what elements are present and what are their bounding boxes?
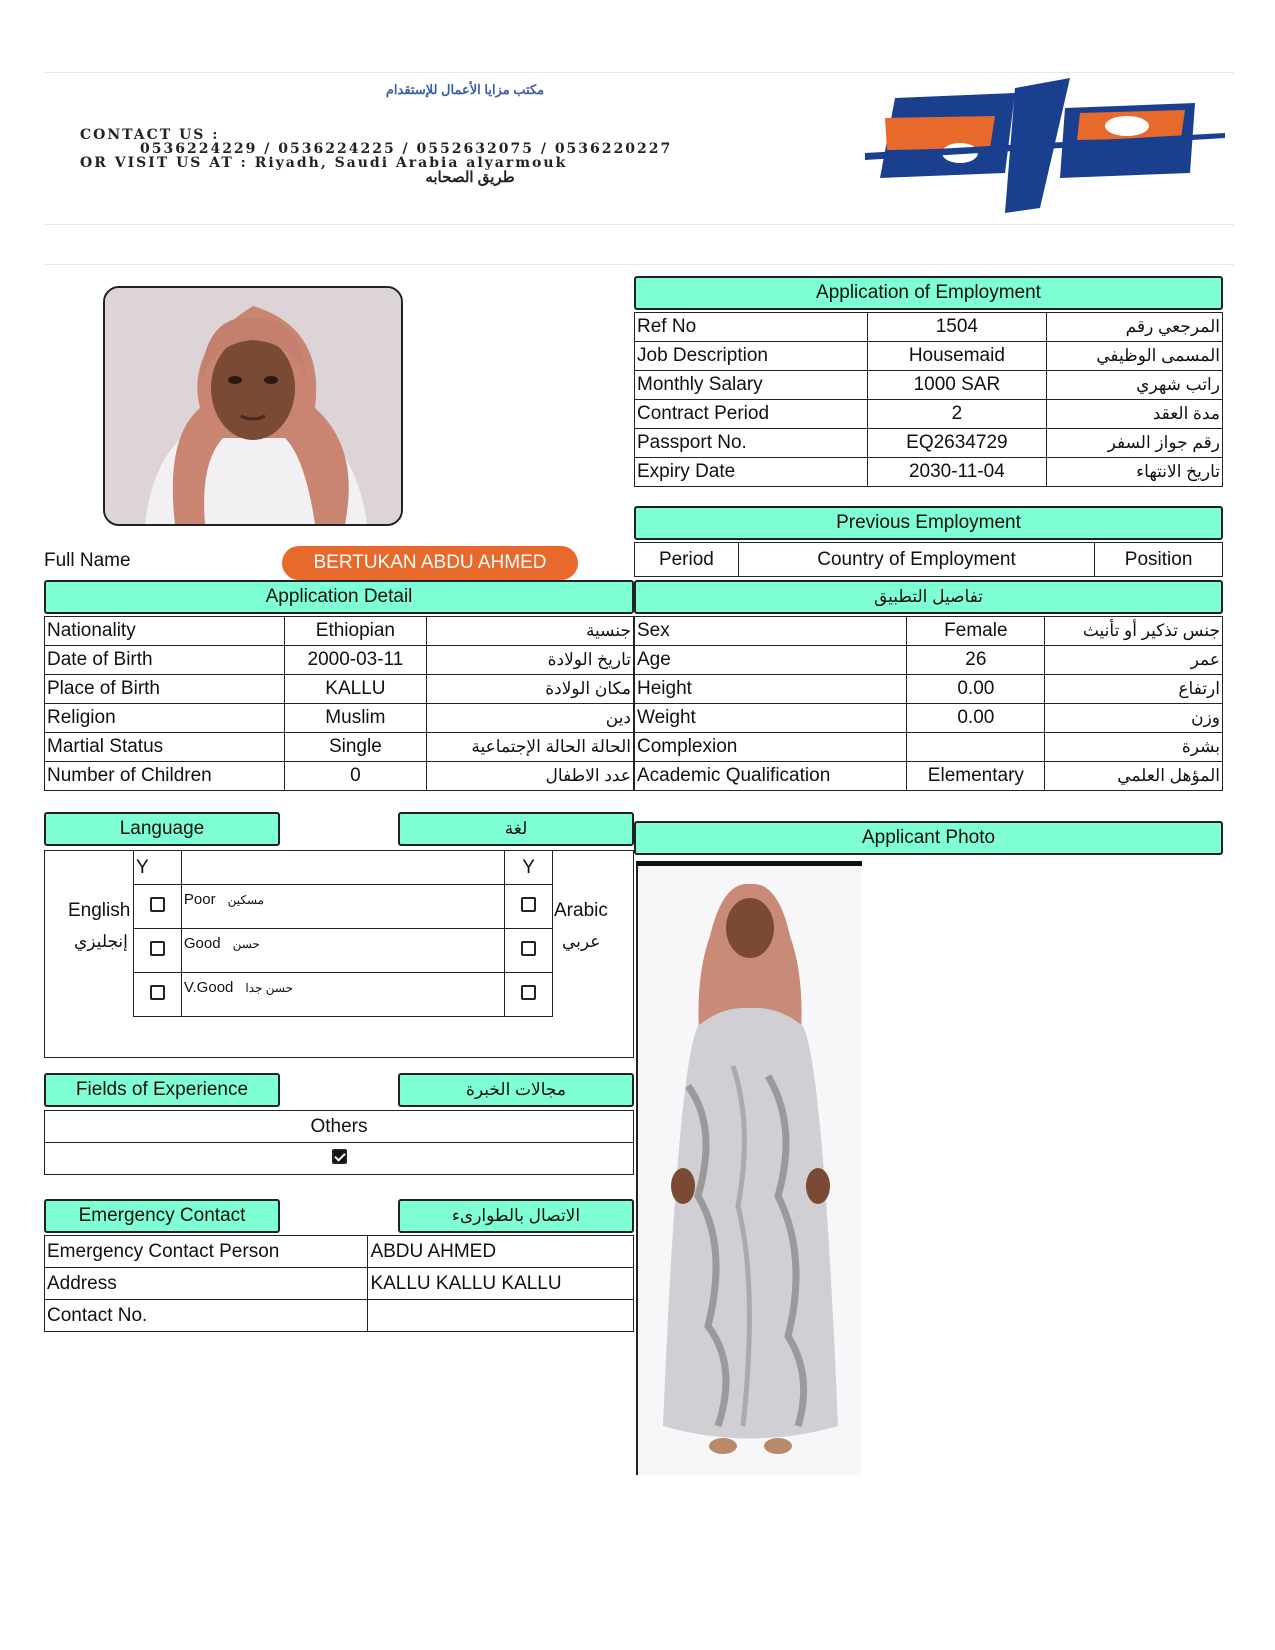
detail-row bbox=[45, 762, 634, 791]
detail-ar-label: Weight bbox=[635, 704, 907, 733]
language-level-label: Poor bbox=[183, 891, 216, 908]
detail-ar-row bbox=[635, 704, 1223, 733]
application-detail-ar-title: تفاصيل التطبيق bbox=[634, 580, 1223, 614]
detail-value: Muslim bbox=[284, 704, 427, 733]
office-name-ar: مكتب مزايا الأعمال للإستقدام bbox=[385, 82, 545, 97]
detail-ar-label-ar: وزن bbox=[1045, 704, 1223, 733]
employment-label: Ref No bbox=[635, 313, 868, 342]
employment-row bbox=[635, 400, 1223, 429]
detail-ar-row bbox=[635, 762, 1223, 791]
arabic-level-checkbox[interactable] bbox=[521, 941, 536, 956]
arabic-label-ar: عربي bbox=[562, 932, 601, 951]
arabic-level-checkbox[interactable] bbox=[521, 985, 536, 1000]
detail-row bbox=[45, 675, 634, 704]
detail-label-ar: جنسية bbox=[427, 617, 634, 646]
emergency-table bbox=[44, 1235, 634, 1332]
detail-ar-label: Age bbox=[635, 646, 907, 675]
contact-label: CONTACT US : bbox=[80, 127, 220, 143]
employment-value: 2 bbox=[867, 400, 1047, 429]
experience-title: Fields of Experience bbox=[44, 1073, 280, 1107]
detail-row bbox=[45, 733, 634, 762]
detail-ar-row bbox=[635, 675, 1223, 704]
employment-label: Passport No. bbox=[635, 429, 868, 458]
application-detail-table bbox=[44, 616, 634, 791]
language-level-row bbox=[134, 973, 553, 1017]
emergency-label: Emergency Contact Person bbox=[45, 1236, 368, 1268]
company-logo bbox=[865, 78, 1225, 218]
detail-row bbox=[45, 646, 634, 675]
detail-ar-value: 26 bbox=[907, 646, 1045, 675]
language-level-row bbox=[134, 885, 553, 929]
language-grid-header bbox=[134, 851, 553, 885]
country-header: Country of Employment bbox=[738, 543, 1094, 577]
road-ar: طريق الصحابه bbox=[425, 169, 515, 186]
position-header: Position bbox=[1095, 543, 1223, 577]
language-level-label-ar: حسن جدا bbox=[245, 981, 294, 995]
detail-ar-row bbox=[635, 733, 1223, 762]
detail-label-ar: تاريخ الولادة bbox=[427, 646, 634, 675]
english-label-ar: إنجليزي bbox=[74, 932, 128, 951]
emergency-value bbox=[368, 1300, 634, 1332]
detail-ar-label-ar: ارتفاع bbox=[1045, 675, 1223, 704]
emergency-value: KALLU KALLU KALLU bbox=[368, 1268, 634, 1300]
employment-label-ar: المسمى الوظيفي bbox=[1047, 342, 1223, 371]
language-title: Language bbox=[44, 812, 280, 846]
arabic-label: Arabic bbox=[554, 900, 608, 921]
detail-ar-label: Academic Qualification bbox=[635, 762, 907, 791]
full-name-label: Full Name bbox=[44, 550, 131, 571]
english-level-checkbox[interactable] bbox=[150, 941, 165, 956]
language-level-label-ar: مسكين bbox=[227, 893, 265, 907]
english-level-checkbox[interactable] bbox=[150, 897, 165, 912]
detail-ar-label: Sex bbox=[635, 617, 907, 646]
employment-label: Contract Period bbox=[635, 400, 868, 429]
employment-label-ar: مدة العقد bbox=[1047, 400, 1223, 429]
detail-value: 0 bbox=[284, 762, 427, 791]
experience-table bbox=[44, 1110, 634, 1175]
header-divider bbox=[44, 224, 1234, 225]
detail-ar-label: Height bbox=[635, 675, 907, 704]
visit-line: OR VISIT US AT : Riyadh, Saudi Arabia alyarmouk bbox=[80, 155, 568, 171]
employment-label-ar: راتب شهري bbox=[1047, 371, 1223, 400]
employment-row bbox=[635, 458, 1223, 487]
language-title-ar: لغة bbox=[398, 812, 634, 846]
detail-ar-value: 0.00 bbox=[907, 704, 1045, 733]
employment-label: Job Description bbox=[635, 342, 868, 371]
employment-row bbox=[635, 371, 1223, 400]
language-level-label-ar: حسن bbox=[232, 937, 260, 951]
experience-checkbox[interactable] bbox=[332, 1149, 347, 1164]
detail-label-ar: مكان الولادة bbox=[427, 675, 634, 704]
emergency-label: Contact No. bbox=[45, 1300, 368, 1332]
detail-label: Religion bbox=[45, 704, 285, 733]
employment-label: Expiry Date bbox=[635, 458, 868, 487]
employment-value: EQ2634729 bbox=[867, 429, 1047, 458]
detail-label-ar: الحالة الحالة الإجتماعية bbox=[427, 733, 634, 762]
detail-label-ar: دين bbox=[427, 704, 634, 733]
english-y-header: Y bbox=[134, 851, 182, 885]
language-grid bbox=[133, 850, 553, 1017]
detail-ar-row bbox=[635, 617, 1223, 646]
detail-value: KALLU bbox=[284, 675, 427, 704]
detail-ar-value: Elementary bbox=[907, 762, 1045, 791]
detail-row bbox=[45, 617, 634, 646]
employment-value: 1000 SAR bbox=[867, 371, 1047, 400]
detail-ar-label-ar: جنس تذكير أو تأنيث bbox=[1045, 617, 1223, 646]
detail-ar-label: Complexion bbox=[635, 733, 907, 762]
employment-label-ar: المرجعي رقم bbox=[1047, 313, 1223, 342]
detail-value: Single bbox=[284, 733, 427, 762]
language-level-label: Good bbox=[183, 935, 221, 952]
employment-row bbox=[635, 429, 1223, 458]
experience-row bbox=[45, 1111, 634, 1143]
application-detail-title: Application Detail bbox=[44, 580, 634, 614]
previous-employment-table bbox=[634, 542, 1223, 577]
arabic-y-header: Y bbox=[505, 851, 553, 885]
experience-check-row bbox=[45, 1143, 634, 1175]
emergency-title: Emergency Contact bbox=[44, 1199, 280, 1233]
full-name-value: BERTUKAN ABDU AHMED bbox=[282, 546, 578, 580]
applicant-portrait bbox=[103, 286, 403, 526]
language-level-row bbox=[134, 929, 553, 973]
arabic-level-checkbox[interactable] bbox=[521, 897, 536, 912]
detail-value: 2000-03-11 bbox=[284, 646, 427, 675]
detail-ar-row bbox=[635, 646, 1223, 675]
detail-ar-value: Female bbox=[907, 617, 1045, 646]
detail-ar-value: 0.00 bbox=[907, 675, 1045, 704]
top-divider bbox=[44, 72, 1234, 73]
detail-ar-label-ar: بشرة bbox=[1045, 733, 1223, 762]
employment-value: Housemaid bbox=[867, 342, 1047, 371]
emergency-row bbox=[45, 1268, 634, 1300]
employment-row bbox=[635, 313, 1223, 342]
contact-phones: 0536224229 / 0536224225 / 0552632075 / 0536220227 bbox=[140, 141, 673, 157]
emergency-value: ABDU AHMED bbox=[368, 1236, 634, 1268]
previous-employment-header-row bbox=[635, 543, 1223, 577]
detail-label: Place of Birth bbox=[45, 675, 285, 704]
emergency-label: Address bbox=[45, 1268, 368, 1300]
detail-ar-label-ar: المؤهل العلمي bbox=[1045, 762, 1223, 791]
english-level-checkbox[interactable] bbox=[150, 985, 165, 1000]
english-label: English bbox=[68, 900, 131, 921]
detail-label: Date of Birth bbox=[45, 646, 285, 675]
employment-label-ar: رقم جواز السفر bbox=[1047, 429, 1223, 458]
employment-value: 2030-11-04 bbox=[867, 458, 1047, 487]
employment-row bbox=[635, 342, 1223, 371]
detail-value: Ethiopian bbox=[284, 617, 427, 646]
applicant-photo-title: Applicant Photo bbox=[634, 821, 1223, 855]
detail-label: Nationality bbox=[45, 617, 285, 646]
detail-label-ar: عدد الاطفال bbox=[427, 762, 634, 791]
contact-block bbox=[80, 128, 840, 170]
detail-ar-value bbox=[907, 733, 1045, 762]
detail-label: Number of Children bbox=[45, 762, 285, 791]
application-detail-ar-table bbox=[634, 616, 1223, 791]
detail-row bbox=[45, 704, 634, 733]
employment-title: Application of Employment bbox=[634, 276, 1223, 310]
previous-employment-title: Previous Employment bbox=[634, 506, 1223, 540]
emergency-row bbox=[45, 1236, 634, 1268]
detail-label: Martial Status bbox=[45, 733, 285, 762]
employment-table bbox=[634, 312, 1223, 487]
period-header: Period bbox=[635, 543, 739, 577]
employment-label: Monthly Salary bbox=[635, 371, 868, 400]
experience-field: Others bbox=[45, 1111, 634, 1143]
emergency-row bbox=[45, 1300, 634, 1332]
employment-label-ar: تاريخ الانتهاء bbox=[1047, 458, 1223, 487]
experience-title-ar: مجالات الخبرة bbox=[398, 1073, 634, 1107]
section-divider bbox=[44, 264, 1234, 265]
employment-value: 1504 bbox=[867, 313, 1047, 342]
emergency-title-ar: الاتصال بالطوارىء bbox=[398, 1199, 634, 1233]
applicant-full-photo bbox=[636, 861, 862, 1475]
detail-ar-label-ar: عمر bbox=[1045, 646, 1223, 675]
language-level-label: V.Good bbox=[183, 979, 234, 996]
